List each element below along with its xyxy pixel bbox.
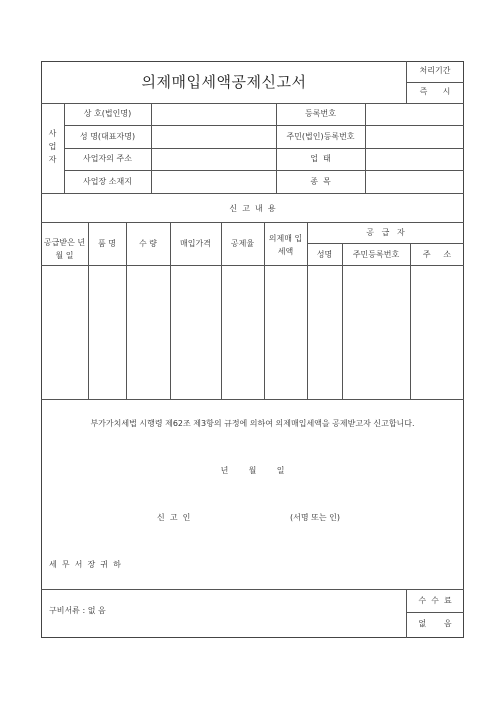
- company-name-field[interactable]: [152, 104, 275, 125]
- page-title: 의제매입세액공제신고서: [141, 73, 307, 91]
- signature-label: (서명 또는 인): [290, 513, 340, 522]
- column-supplier: 공 급 자: [366, 228, 405, 237]
- column-quantity: 수 량: [139, 239, 157, 248]
- registration-number-field[interactable]: [366, 104, 463, 125]
- declaration-statement: 부가가치세법 시행령 제62조 제3항의 규정에 의하여 의제매입세액을 공제받고자 신고합니다.: [90, 419, 415, 428]
- column-deduction-rate: 공제율: [230, 239, 255, 248]
- addressee: 세 무 서 장 귀 하: [49, 560, 121, 569]
- column-supply-date: 공급받은 년 월 일: [43, 238, 86, 260]
- business-side-label-2: 업: [48, 142, 57, 151]
- business-type-label: 업 태: [310, 154, 331, 163]
- resident-number-field[interactable]: [366, 126, 463, 148]
- business-side-label-1: 사: [48, 129, 57, 138]
- reporter-label: 신 고 인: [157, 513, 191, 522]
- processing-period-value: 즉 시: [419, 87, 451, 96]
- column-purchase-price: 매입가격: [180, 239, 211, 248]
- business-item-field[interactable]: [366, 171, 463, 193]
- representative-name-field[interactable]: [152, 126, 275, 148]
- column-item-name: 품 명: [98, 239, 116, 248]
- representative-name-label: 성 명(대표자명): [79, 132, 136, 141]
- column-supplier-address: 주 소: [422, 250, 452, 259]
- required-documents: 구비서류 : 없 음: [49, 606, 106, 615]
- column-supplier-id: 주민등록번호: [352, 250, 400, 259]
- workplace-location-label: 사업장 소재지: [83, 177, 132, 186]
- processing-period-label: 처리기간: [419, 66, 451, 75]
- business-address-label: 사업자의 주소: [83, 154, 132, 163]
- registration-number-label: 등록번호: [305, 109, 336, 118]
- column-supplier-name: 성명: [316, 250, 333, 259]
- business-item-label: 종 목: [310, 177, 331, 186]
- column-deemed-input-tax: 의제매 입세액: [268, 234, 303, 256]
- declaration-date: 년 월 일: [220, 466, 285, 475]
- business-address-field[interactable]: [152, 149, 275, 170]
- workplace-location-field[interactable]: [152, 171, 275, 193]
- report-section-title: 신 고 내 용: [229, 204, 276, 213]
- resident-number-label: 주민(법인)등록번호: [286, 132, 355, 141]
- fee-label: 수 수 료: [418, 596, 452, 605]
- business-type-field[interactable]: [366, 149, 463, 170]
- company-name-label: 상 호(법인명): [83, 109, 132, 118]
- fee-value: 없 음: [418, 619, 452, 628]
- report-table-body[interactable]: [42, 266, 463, 398]
- business-side-label-3: 자: [48, 155, 57, 164]
